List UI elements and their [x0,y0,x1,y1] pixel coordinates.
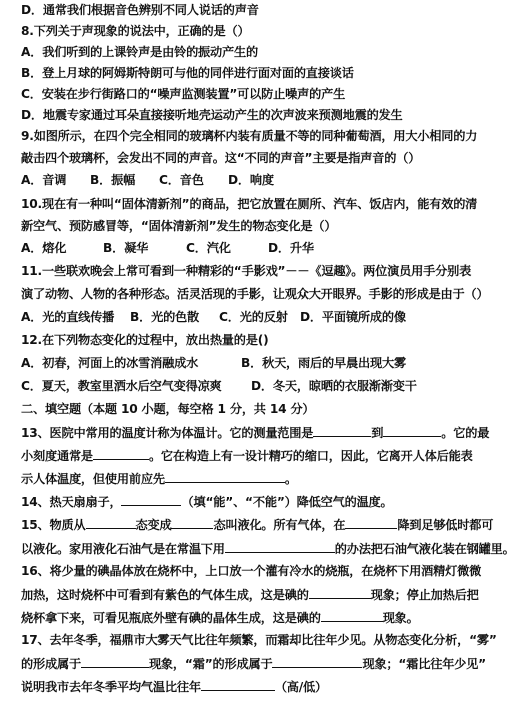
q16-blank-2 [321,609,383,622]
q8-option-d: D．地震专家通过耳朵直接接听地壳运动产生的次声波来预测地震的发生 [21,108,403,122]
q9-options [21,172,521,188]
q10-option-b: B．凝华 [103,241,149,255]
q9-stem-line2: 敲击四个玻璃杯，会发出不同的声音。这“不同的声音”主要是指声音的（） [21,151,421,165]
q17-blank-3 [201,678,275,691]
q11-option-c: C．光的反射 [219,310,288,324]
q15-line2: 以液化。家用液化石油气是在常温下用 的办法把石油气液化装在钢罐里。 [21,542,515,556]
q13-line3: 示人体温度，但使用前应先 。 [21,472,297,486]
q16-line2: 加热，这时烧杯中可看到有紫色的气体生成，这是碘的 现象；停止加热后把 [21,588,479,602]
q17-blank-1 [81,655,149,668]
q11-option-a: A．光的直线传播 [21,310,115,324]
q16-blank-1 [309,586,371,599]
q9-stem-line1: 9.如图所示，在四个完全相同的玻璃杯内装有质量不等的同种葡萄酒，用大小相同的力 [21,129,478,143]
q15-blank-1 [86,516,136,529]
section-title-fill-blank: 二、填空题（本题 10 小题，每空格 1 分，共 14 分） [21,402,315,416]
q10-stem-line1: 10.现在有一种叫“固体清新剂”的商品，把它放置在厕所、汽车、饭店内，能有效的清 [21,197,478,211]
q13-blank-4 [165,470,285,483]
q8-option-c: C．安装在步行街路口的“噪声监测装置”可以防止噪声的产生 [21,87,346,101]
q15-blank-2 [171,516,213,529]
q12-option-a: A．初春，河面上的冰雪消融成水 [21,356,199,370]
q12-stem: 12.在下列物态变化的过程中，放出热量的是() [21,333,269,347]
q9-option-c: C．音色 [159,173,204,187]
q10-option-d: D．升华 [268,241,314,255]
q15-blank-3 [345,516,397,529]
q11-option-b: B．光的色散 [130,310,200,324]
q9-option-b: B．振幅 [90,173,136,187]
q16-line3: 烧杯拿下来，可看见瓶底外壁有碘的晶体生成，这是碘的 现象。 [21,611,419,625]
q17-blank-2 [272,655,362,668]
q11-stem-line2: 演了动物、人物的各种形态。活灵活现的手影，让观众大开眼界。手影的形成是由于（） [21,287,489,301]
q12-options-row2 [21,378,521,394]
q8-stem: 8.下列关于声现象的说法中，正确的是（） [21,24,250,38]
q8-option-b: B．登上月球的阿姆斯特朗可与他的同伴进行面对面的直接谈话 [21,66,354,80]
q13-line1: 13、医院中常用的温度计称为体温计。它的测量范围是 到 。它的最 [21,426,490,440]
q14-blank [121,493,181,506]
q12-options-row1 [21,355,521,371]
q11-options [21,309,521,325]
q10-options [21,240,521,256]
q10-option-c: C．汽化 [186,241,231,255]
q9-option-d: D．响度 [228,173,274,187]
q11-option-d: D．平面镜所成的像 [300,310,406,324]
q13-blank-1 [313,424,371,437]
q13-blank-3 [93,447,149,460]
q8-option-a: A．我们听到的上课铃声是由铃的振动产生的 [21,45,258,59]
q15-line1: 15、物质从 态变成 态叫液化。所有气体，在 降到足够低时都可 [21,518,494,532]
q14-line: 14、热天扇扇子， （填“能”、“不能”）降低空气的温度。 [21,495,393,509]
q17-line3: 说明我市去年冬季平均气温比往年 （高/低） [21,680,328,694]
q16-line1: 16、将少量的碘晶体放在烧杯中，上口放一个灌有冷水的烧瓶，在烧杯下用酒精灯微微 [21,564,482,578]
q7-option-d: D．通常我们根据音色辨别不同人说话的声音 [21,3,259,17]
q12-option-d: D．冬天，晾晒的衣服渐渐变干 [251,379,417,393]
q10-stem-line2: 新空气、预防感冒等，“固体清新剂”发生的物态变化是（） [21,219,337,233]
q11-stem-line1: 11.一些联欢晚会上常可看到一种精彩的“手影戏”－－《逗趣》。两位演员用手分别表 [21,264,472,278]
q10-option-a: A．熔化 [21,241,67,255]
q17-line1: 17、去年冬季，福鼎市大雾天气比往年频繁，而霜却比往年少见。从物态变化分析，“雾” [21,633,497,647]
q12-option-b: B．秋天，雨后的早晨出现大雾 [241,356,406,370]
q17-line2: 的形成属于 现象，“霜”的形成属于 现象；“霜比往年少见” [21,657,486,671]
q9-option-a: A．音调 [21,173,67,187]
q13-blank-2 [383,424,441,437]
q12-option-c: C．夏天，教室里洒水后空气变得凉爽 [21,379,222,393]
q13-line2: 小刻度通常是 。它在构造上有一设计精巧的缩口，因此，它离开人体后能表 [21,449,473,463]
q15-blank-4 [225,540,335,553]
